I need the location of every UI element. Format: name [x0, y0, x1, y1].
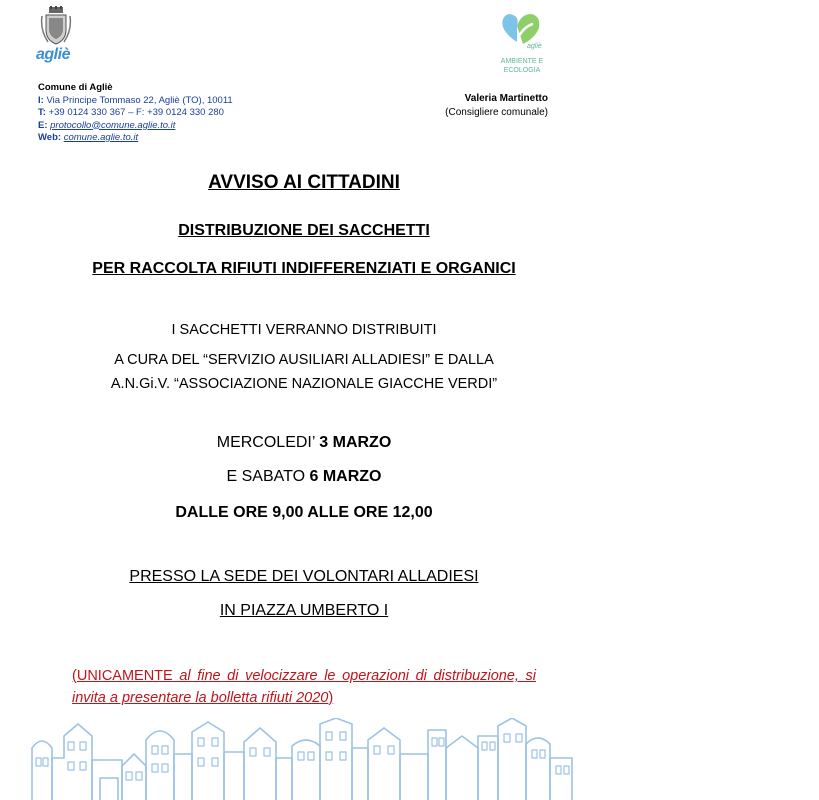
houses-skyline-illustration	[30, 718, 575, 800]
email-label: E:	[38, 119, 48, 131]
web-link[interactable]: comune.aglie.to.it	[63, 132, 139, 143]
eco-caption-line-1: AMBIENTE E	[500, 58, 544, 65]
date-1: 3 MARZO	[319, 434, 392, 451]
contact-block	[38, 82, 233, 145]
councillor-role: (Consigliere comunale)	[445, 107, 548, 118]
date-2-prefix: E SABATO	[226, 468, 310, 485]
address-line	[38, 95, 233, 108]
note-paragraph	[72, 665, 536, 709]
date-line-2	[0, 468, 608, 486]
web-line	[38, 132, 233, 145]
date-1-prefix: MERCOLEDI’	[216, 434, 320, 451]
location-line-2: IN PIAZZA UMBERTO I	[219, 602, 389, 619]
councillor-block	[430, 92, 548, 120]
body-line-3: A.N.Gi.V. “ASSOCIAZIONE NAZIONALE GIACCHE VERDI”	[110, 376, 498, 392]
coat-of-arms-icon	[40, 6, 72, 50]
brand-wordmark: agliè	[36, 46, 70, 63]
eco-caption-line-2: ECOLOGIA	[503, 66, 541, 74]
org-name: Comune di Agliè	[38, 82, 113, 93]
notice-subtitle-2: PER RACCOLTA RIFIUTI INDIFFERENZIATI E ORGANICI	[92, 260, 516, 277]
hours-line: DALLE ORE 9,00 ALLE ORE 12,00	[175, 504, 433, 521]
ecology-logo-icon	[497, 8, 545, 50]
note-emphasis: UNICAMENTE	[76, 668, 173, 684]
phone-value: +39 0124 330 367 – F: +39 0124 330 280	[48, 107, 224, 118]
body-line-2: A CURA DEL “SERVIZIO AUSILIARI ALLADIESI” E DALLA	[114, 352, 494, 368]
councillor-name: Valeria Martinetto	[464, 93, 548, 104]
web-label: Web:	[38, 132, 62, 143]
eco-caption	[492, 58, 552, 75]
body-line-1: I SACCHETTI VERRANNO DISTRIBUITI	[171, 322, 437, 338]
note-text: al fine di velocizzare le operazioni di distribuzione, si invita a presentare la bolletta rifiuti 2020	[72, 668, 536, 706]
notice-title: AVVISO AI CITTADINI	[208, 172, 400, 193]
date-line-1	[0, 434, 608, 452]
notice-subtitle-1: DISTRIBUZIONE DEI SACCHETTI	[178, 222, 430, 239]
note-open: (	[72, 668, 77, 684]
phone-line	[38, 107, 233, 120]
date-2: 6 MARZO	[309, 468, 382, 485]
phone-label: T:	[38, 107, 46, 118]
eco-brand: agliè	[527, 43, 542, 50]
note-close: )	[328, 690, 334, 706]
email-line	[38, 120, 233, 133]
address-value: Via Principe Tommaso 22, Agliè (TO), 10011	[46, 94, 233, 106]
location-line-1: PRESSO LA SEDE DEI VOLONTARI ALLADIESI	[129, 568, 479, 585]
email-link[interactable]: protocollo@comune.aglie.to.it	[50, 119, 176, 131]
address-label: I:	[38, 94, 44, 106]
